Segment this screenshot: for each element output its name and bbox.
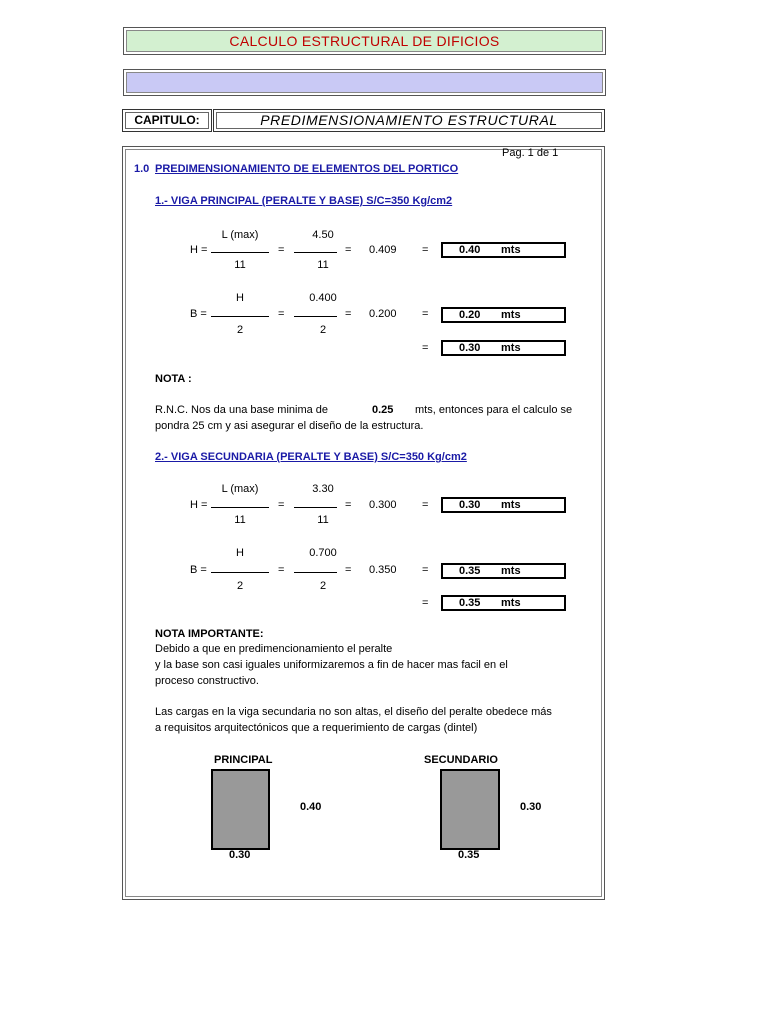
- section-number: 1.0: [134, 163, 150, 175]
- vp-h-num-value: 4.50: [312, 229, 334, 241]
- chapter-value-cell: [213, 109, 605, 132]
- vp-h-eq2: =: [345, 244, 352, 256]
- vp-h-value-line: [294, 252, 337, 253]
- vs-b-label: B =: [190, 564, 207, 576]
- nota-line2: pondra 25 cm y asi asegurar el diseño de la estructura.: [155, 420, 424, 432]
- vs-b-adopted-unit: mts: [501, 597, 521, 609]
- vp-h-eq1: =: [278, 244, 285, 256]
- vp-b-fraction-line: [211, 316, 269, 317]
- vp-b-eq4: =: [422, 342, 429, 354]
- vp-b-eq3: =: [422, 308, 429, 320]
- vp-h-num-symbol: L (max): [221, 229, 259, 241]
- vp-b-num-symbol: H: [236, 292, 244, 304]
- secundario-section-height: 0.30: [520, 801, 542, 813]
- vs-b-final-unit: mts: [501, 565, 521, 577]
- vp-b-den-value: 2: [319, 324, 327, 336]
- vp-h-eq3: =: [422, 244, 429, 256]
- vp-b-adopted-value: 0.30: [459, 342, 481, 354]
- nota-line1-a: R.N.C. Nos da una base minima de: [155, 404, 329, 416]
- vs-b-adopted-value: 0.35: [459, 597, 481, 609]
- secundario-section-base: 0.35: [458, 849, 480, 861]
- vs-b-den-value: 2: [319, 580, 327, 592]
- vs-h-den-value: 11: [317, 514, 329, 526]
- page-indicator: Pag. 1 de 1: [502, 147, 559, 159]
- vp-b-final-unit: mts: [501, 309, 521, 321]
- subtitle-bar: [123, 69, 606, 96]
- principal-section-rect: [211, 769, 270, 850]
- nota-importante-line: proceso constructivo.: [155, 675, 259, 687]
- vs-b-fraction-line: [211, 572, 269, 573]
- nota-importante-line: y la base son casi iguales uniformizaremos a fin de hacer mas facil en el: [155, 659, 508, 671]
- calculation-sheet: [122, 146, 605, 900]
- vs-b-adopted-box: [441, 595, 566, 611]
- nota-label: NOTA :: [155, 373, 192, 385]
- vs-b-final-box: [441, 563, 566, 579]
- principal-section-height: 0.40: [300, 801, 322, 813]
- vp-h-den-value: 11: [317, 259, 329, 271]
- vs-h-result: 0.300: [369, 499, 397, 511]
- vs-b-eq1: =: [278, 564, 285, 576]
- viga-secundaria-heading: 2.- VIGA SECUNDARIA (PERALTE Y BASE) S/C=350 Kg/cm2: [155, 451, 467, 463]
- vp-b-final-box: [441, 307, 566, 323]
- nota-min-base-value: 0.25: [372, 404, 394, 416]
- nota-importante-line: Debido a que en predimencionamiento el peralte: [155, 643, 393, 655]
- principal-section-base: 0.30: [229, 849, 251, 861]
- vs-h-final-unit: mts: [501, 499, 521, 511]
- secundario-section-label: SECUNDARIO: [424, 754, 498, 766]
- vs-b-eq4: =: [422, 597, 429, 609]
- vp-b-value-line: [294, 316, 337, 317]
- vs-h-eq3: =: [422, 499, 429, 511]
- secundario-section-rect: [440, 769, 500, 850]
- vs-b-eq3: =: [422, 564, 429, 576]
- nota-importante-para2-line: Las cargas en la viga secundaria no son altas, el diseño del peralte obedece más: [155, 706, 552, 718]
- document-title: CALCULO ESTRUCTURAL DE DIFICIOS: [229, 33, 500, 49]
- vs-b-num-value: 0.700: [309, 547, 337, 559]
- vs-h-label: H =: [190, 499, 208, 511]
- chapter-value: PREDIMENSIONAMIENTO ESTRUCTURAL: [260, 112, 558, 128]
- vp-b-final-value: 0.20: [459, 309, 481, 321]
- vp-b-adopted-box: [441, 340, 566, 356]
- vs-h-fraction-line: [211, 507, 269, 508]
- vp-b-den-symbol: 2: [236, 324, 244, 336]
- vp-h-label: H =: [190, 244, 208, 256]
- vs-h-den-symbol: 11: [234, 514, 246, 526]
- viga-principal-heading: 1.- VIGA PRINCIPAL (PERALTE Y BASE) S/C=350 Kg/cm2: [155, 195, 453, 207]
- vp-h-result: 0.409: [369, 244, 397, 256]
- vs-h-final-value: 0.30: [459, 499, 481, 511]
- vp-h-final-box: [441, 242, 566, 258]
- nota-line1-b: mts, entonces para el calculo se: [415, 404, 573, 416]
- principal-section-label: PRINCIPAL: [214, 754, 273, 766]
- vs-h-eq1: =: [278, 499, 285, 511]
- vs-h-eq2: =: [345, 499, 352, 511]
- nota-importante-para2-line: a requisitos arquitectónicos que a requerimiento de cargas (dintel): [155, 722, 478, 734]
- vs-b-den-symbol: 2: [236, 580, 244, 592]
- vp-h-final-unit: mts: [501, 244, 521, 256]
- section-title: PREDIMENSIONAMIENTO DE ELEMENTOS DEL PORTICO: [155, 163, 459, 175]
- vs-b-eq2: =: [345, 564, 352, 576]
- vs-b-result: 0.350: [369, 564, 397, 576]
- vp-h-final-value: 0.40: [459, 244, 481, 256]
- vp-h-fraction-line: [211, 252, 269, 253]
- vs-b-num-symbol: H: [236, 547, 244, 559]
- vs-b-value-line: [294, 572, 337, 573]
- vp-b-eq1: =: [278, 308, 285, 320]
- nota-importante-label: NOTA IMPORTANTE:: [155, 628, 264, 640]
- vp-b-eq2: =: [345, 308, 352, 320]
- vp-b-num-value: 0.400: [309, 292, 337, 304]
- document-title-bar: [123, 27, 606, 55]
- vs-b-final-value: 0.35: [459, 565, 481, 577]
- vp-b-label: B =: [190, 308, 207, 320]
- vs-h-num-symbol: L (max): [221, 483, 259, 495]
- vs-h-num-value: 3.30: [312, 483, 334, 495]
- chapter-label-cell: [122, 109, 212, 132]
- chapter-label: CAPITULO:: [134, 113, 200, 127]
- vs-h-value-line: [294, 507, 337, 508]
- vs-h-final-box: [441, 497, 566, 513]
- vp-b-result: 0.200: [369, 308, 397, 320]
- vp-b-adopted-unit: mts: [501, 342, 521, 354]
- vp-h-den-symbol: 11: [234, 259, 246, 271]
